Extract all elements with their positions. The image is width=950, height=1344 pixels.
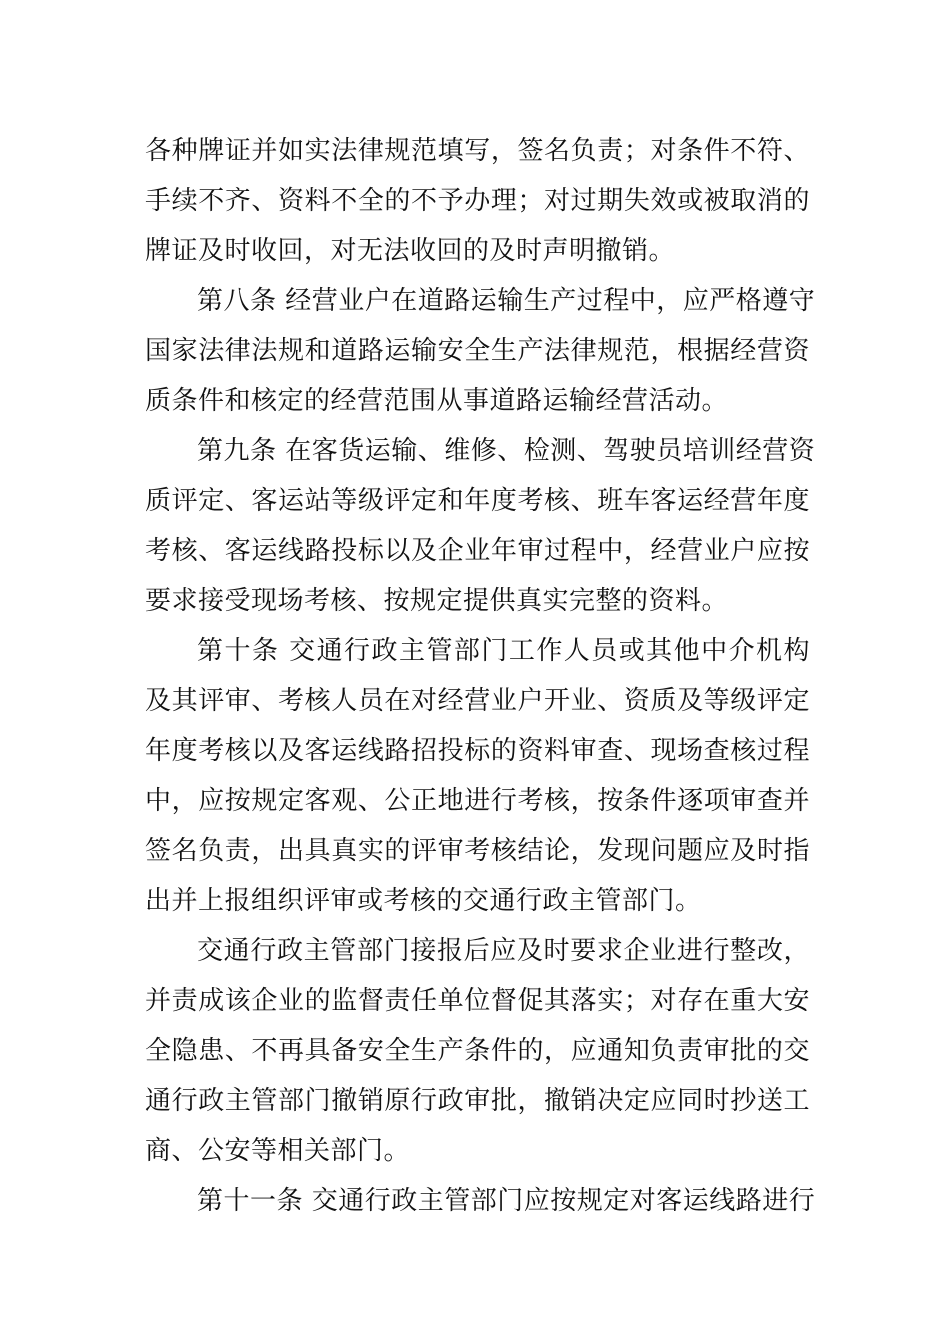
- text-line: 质条件和核定的经营范围从事道路运输经营活动。: [145, 386, 729, 416]
- document-body: [145, 126, 816, 1226]
- text-line: 各种牌证并如实法律规范填写，签名负责；对条件不符、: [145, 136, 810, 166]
- text-line: 交通行政主管部门接报后应及时要求企业进行整改，: [197, 936, 810, 966]
- text-line: 手续不齐、资料不全的不予办理；对过期失效或被取消的: [145, 186, 810, 216]
- text-line: 签名负责，出具真实的评审考核结论，发现问题应及时指: [145, 836, 810, 866]
- text-line: 第九条 在客货运输、维修、检测、驾驶员培训经营资: [197, 436, 816, 466]
- paragraph: [145, 126, 810, 276]
- text-line: 质评定、客运站等级评定和年度考核、班车客运经营年度: [145, 486, 810, 516]
- paragraph: [145, 926, 810, 1176]
- text-line: 并责成该企业的监督责任单位督促其落实；对存在重大安: [145, 986, 810, 1016]
- text-line: 第十条 交通行政主管部门工作人员或其他中介机构: [197, 636, 810, 666]
- paragraph: [145, 276, 816, 426]
- paragraph: [145, 626, 810, 926]
- text-line: 第八条 经营业户在道路运输生产过程中，应严格遵守: [197, 286, 816, 316]
- text-line: 第十一条 交通行政主管部门应按规定对客运线路进行: [197, 1186, 816, 1216]
- text-line: 牌证及时收回，对无法收回的及时声明撤销。: [145, 236, 676, 266]
- paragraph: [145, 426, 816, 626]
- text-line: 考核、客运线路投标以及企业年审过程中，经营业户应按: [145, 536, 810, 566]
- text-line: 商、公安等相关部门。: [145, 1136, 411, 1166]
- text-line: 中，应按规定客观、公正地进行考核，按条件逐项审查并: [145, 786, 810, 816]
- text-line: 全隐患、不再具备安全生产条件的，应通知负责审批的交: [145, 1036, 810, 1066]
- text-line: 及其评审、考核人员在对经营业户开业、资质及等级评定: [145, 686, 810, 716]
- text-line: 国家法律法规和道路运输安全生产法律规范，根据经营资: [145, 336, 810, 366]
- text-line: 年度考核以及客运线路招投标的资料审查、现场查核过程: [145, 736, 810, 766]
- text-line: 通行政主管部门撤销原行政审批，撤销决定应同时抄送工: [145, 1086, 810, 1116]
- text-line: 要求接受现场考核、按规定提供真实完整的资料。: [145, 586, 729, 616]
- text-line: 出并上报组织评审或考核的交通行政主管部门。: [145, 886, 702, 916]
- paragraph: [145, 1176, 816, 1226]
